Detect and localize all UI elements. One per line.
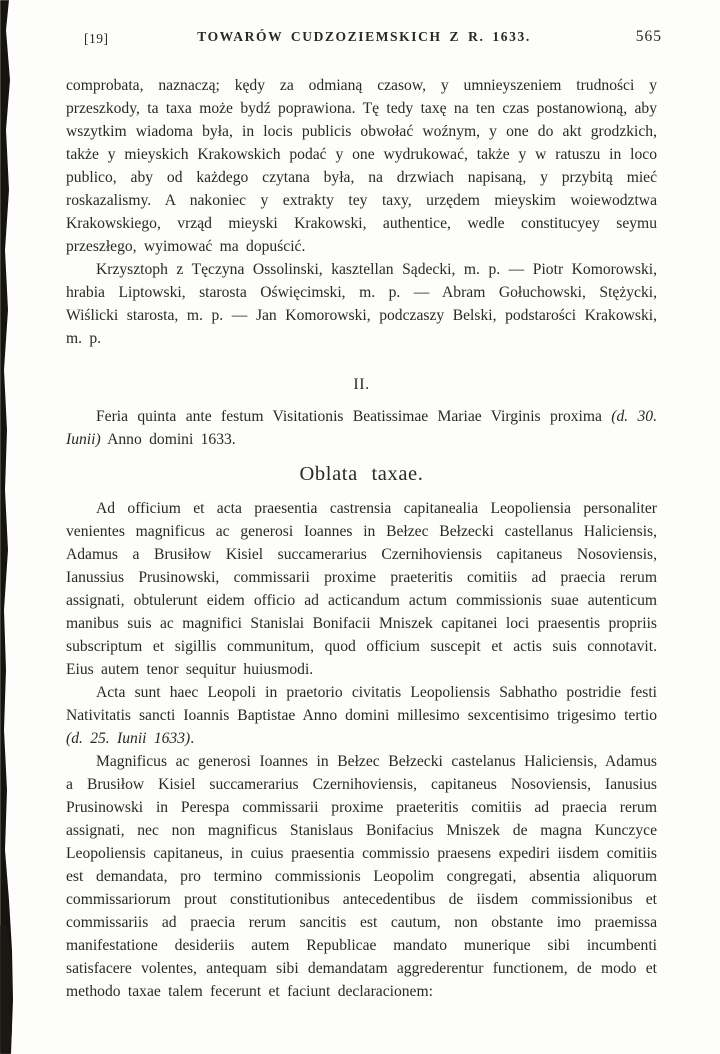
paragraph-signatures: Krzysztoph z Tęczyna Ossolinski, kasztellan Sądecki, m. p. — Piotr Komorowski, hrabia Liptowski, starosta Oświęcimski, m. p. — Abram Gołuchowski, Stężycki, Wiślicki starosta, m. p. — Jan Komorowski, podczaszy Belski, podstarości Krakowski, m. p. bbox=[66, 261, 657, 347]
paragraph-acta-sunt: Acta sunt haec Leopoli in praetorio civitatis Leopoliensis Sabhatho postridie festi Nativitatis sancti Ioannis Baptistae Anno domini millesimo sexcentisimo trigesimo tertio (d. 25. Iunii 1633). bbox=[66, 684, 657, 747]
sheet-marker: [19] bbox=[84, 31, 109, 46]
paragraph-ad-officium: Ad officium et acta praesentia castrensia capitanealia Leopoliensia personaliter venientes magnificus ac generosi Ioannes in Bełzec Bełzecki castellanus Haliciensis, Adamus a Brusiłow Kisiel succamerarius Czernihoviensis capitaneus Nosoviensis, Ianussius Prusinowski, commissarii proxime praeteritis comitiis ad praecia rerum assignati, obtulerunt eidem officio ad acticandum actum commissionis suae autenticum manibus suis ac magnifici Stanislai Bonifacii Mniszek capitanei loci praesentis propriis subscriptum et sigillis communitum, quod officium suscepit et actis suis connotavit. Eius autem tenor sequitur huiusmodi. bbox=[66, 500, 657, 678]
text-block bbox=[66, 74, 657, 1003]
section-number: II. bbox=[353, 376, 370, 393]
scan-binding-edge bbox=[0, 0, 16, 1054]
section-heading-oblata-taxae: Oblata taxae. bbox=[299, 463, 424, 485]
running-title: TOWARÓW CUDZOZIEMSKICH Z R. 1633. bbox=[197, 29, 531, 44]
paragraph-feria-quinta: Feria quinta ante festum Visitationis Beatissimae Mariae Virginis proxima (d. 30. Iunii) Anno domini 1633. bbox=[66, 408, 657, 448]
paragraph-magnificus: Magnificus ac generosi Ioannes in Bełzec Bełzecki castelanus Haliciensis, Adamus a Brusiłow Kisiel succamerarius Czernihoviensis, capitaneus Nosoviensis, Ianusius Prusinowski in Perespa commissarii proxime praeteritis comitiis ad praecia rerum assignati, nec non magnificus Stanislaus Bonifacius Mniszek de magna Kunczyce Leopoliensis capitaneus, in cuius praesentia commissio praesens expediri iisdem comitiis est demandata, pro termino commissionis Leopolim congregati, absentia aliquorum commissariorum prout constitutionibus antecedentibus de iisdem commissionibus et commissariis ad praecia rerum sancitis est cautum, non obstante imo praemissa manifestatione desideriis autem Republicae mandato munerique sibi incumbenti satisfacere volentes, antequam sibi demandatam aggrederentur functionem, de modo et methodo taxae talem fecerunt et faciunt declaracionem: bbox=[66, 753, 657, 1000]
page-number: 565 bbox=[635, 28, 662, 45]
paragraph-comprobata: comprobata, naznaczą; kędy za odmianą czasow, y umnieyszeniem trudności y przeszkody, ta taxa może bydź poprawiona. Tę tedy taxę na ten czas postanowioną, aby wszytkim wiadoma była, in locis publicis obwołać woźnym, y one do akt grodzkich, także y mieyskich Krakowskich podać y one wydrukować, także y w ratuszu in loco publico, aby od każdego czytana była, na drzwiach napisaną, y przybitą mieć roskazalismy. A nakoniec y extrakty tey taxy, urzędem mieyskim woiewodztwa Krakowskiego, vrząd mieyski Krakowski, authentice, wedle constitucyey seymu przeszłego, wyimować ma dopuścić. bbox=[66, 77, 657, 255]
page-header bbox=[66, 28, 662, 50]
